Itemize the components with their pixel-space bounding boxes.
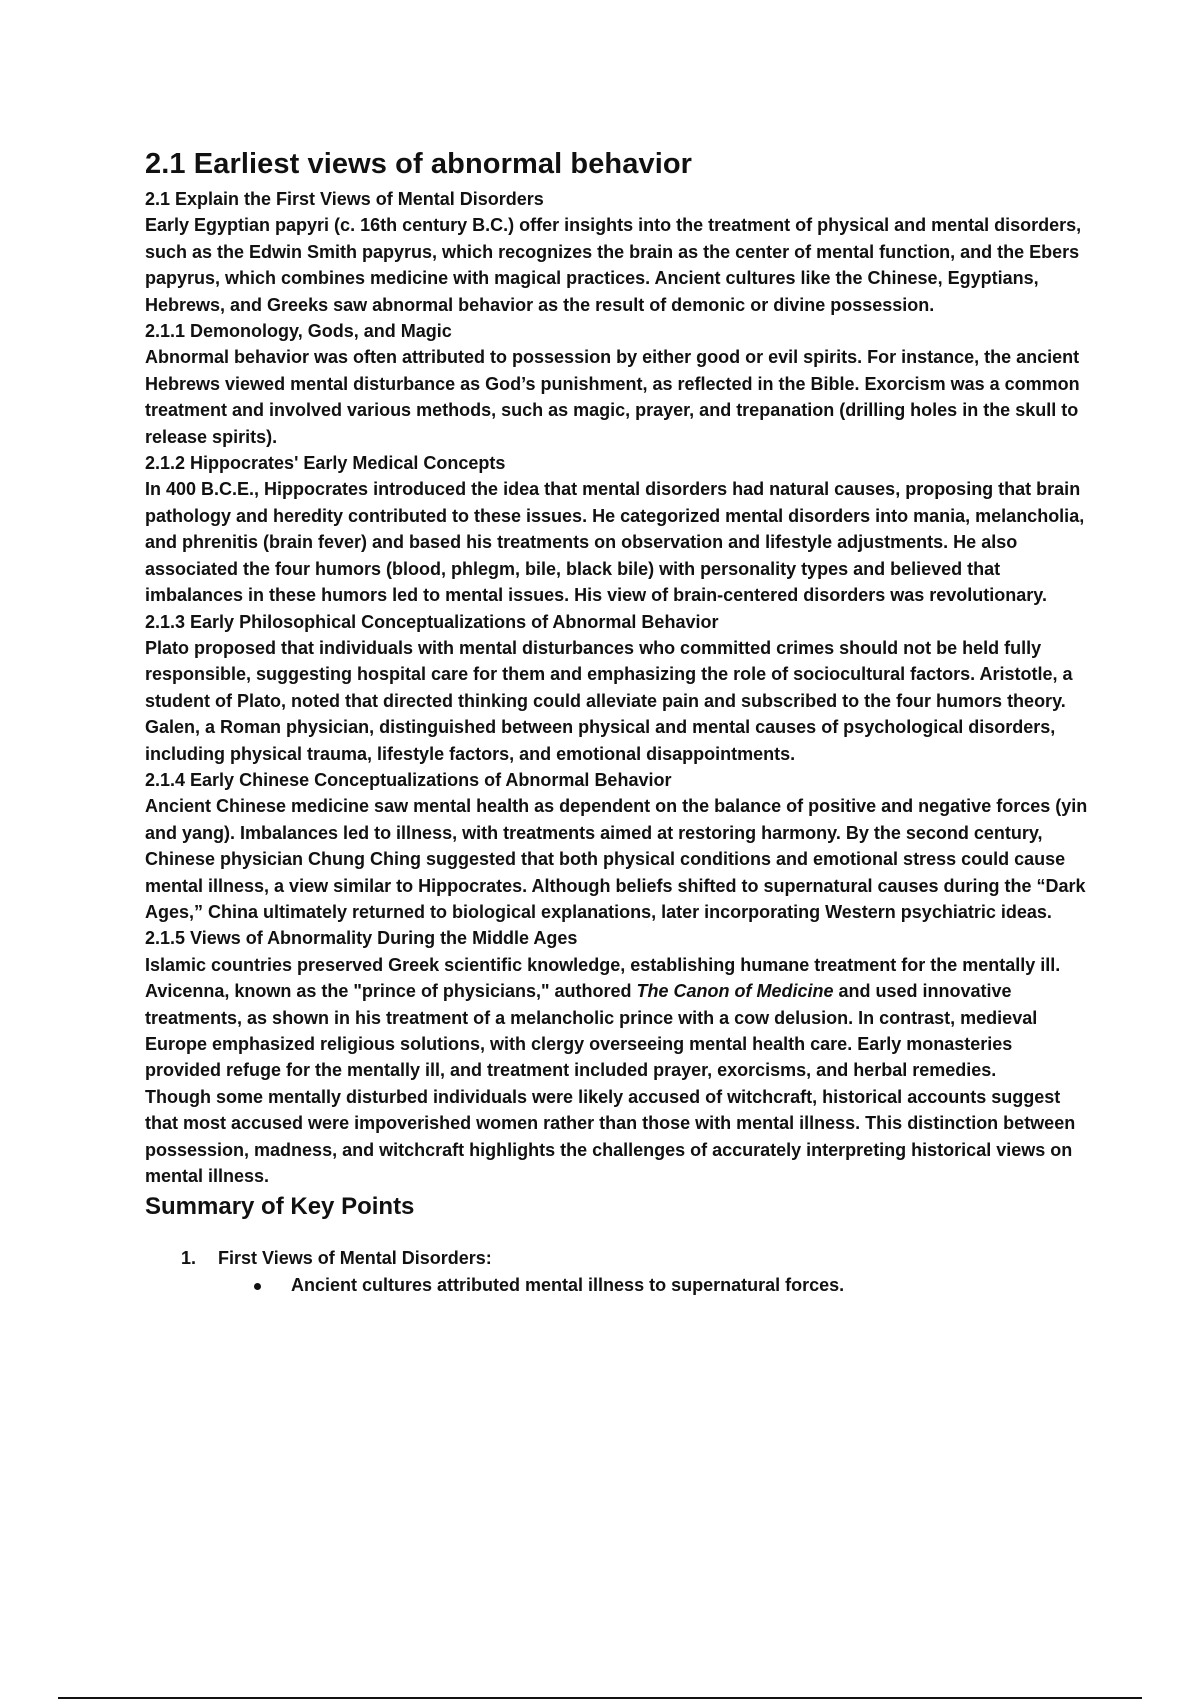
section-2-1-5 [145,925,1090,1189]
bullet-icon [254,1283,261,1290]
summary-title: Summary of Key Points [145,1193,415,1221]
section-heading: 2.1.3 Early Philosophical Conceptualizations of Abnormal Behavior [145,611,719,632]
page-bottom-rule [58,1697,1142,1699]
book-title: The Canon of Medicine [636,981,834,1002]
section-heading: 2.1.4 Early Chinese Conceptualizations of Abnormal Behavior [145,769,672,790]
bullet-text: Ancient cultures attributed mental illness to supernatural forces. [291,1274,845,1295]
summary-list-item [145,1245,1090,1298]
summary-list [145,1245,1090,1298]
section-paragraph: Though some mentally disturbed individuals were likely accused of witchcraft, historical accounts suggest that most accused were impoverished women rather than those with mental illness. This distinction between possession, madness, and witchcraft highlights the challenges of accurately interpreting historical views on mental illness. [145,1086,1076,1187]
section-paragraph: Early Egyptian papyri (c. 16th century B.C.) offer insights into the treatment of physical and mental disorders, such as the Edwin Smith papyrus, which recognizes the brain as the center of mental function, and the Ebers papyrus, which combines medicine with magical practices. Ancient cultures like the Chinese, Egyptians, Hebrews, and Greeks saw abnormal behavior as the result of demonic or divine possession. [145,215,1082,315]
summary-bullet-item [218,1272,1090,1298]
document-title: 2.1 Earliest views of abnormal behavior [145,148,693,180]
section-heading: 2.1.2 Hippocrates' Early Medical Concepts [145,453,506,474]
paragraph-text: Islamic countries preserved Greek scientific knowledge, establishing humane treatment for the mentally ill. Avicenna, known as the "prince of physicians," authored [145,954,1061,1002]
section-2-1-3 [145,609,1090,767]
section-paragraph: Plato proposed that individuals with mental disturbances who committed crimes should not be held fully responsible, suggesting hospital care for them and emphasizing the role of sociocultural factors. Aristotle, a student of Plato, noted that directed thinking could alleviate pain and subscribed to the four humors theory. Galen, a Roman physician, distinguished between physical and mental causes of psychological disorders, including physical trauma, lifestyle factors, and emotional disappointments. [145,637,1073,764]
paragraph-text: and used innovative treatments, as shown in his treatment of a melancholic prince with a cow delusion. In contrast, medieval Europe emphasized religious solutions, with clergy overseeing mental health care. Early monasteries provided refuge for the mentally ill, and treatment included prayer, exorcisms, and herbal remedies. [145,981,1038,1081]
section-2-1-4 [145,767,1090,925]
section-paragraph: In 400 B.C.E., Hippocrates introduced the idea that mental disorders had natural causes, proposing that brain pathology and heredity contributed to these issues. He categorized mental disorders into mania, melancholia, and phrenitis (brain fever) and based his treatments on observation and lifestyle adjustments. He also associated the four humors (blood, phlegm, bile, black bile) with personality types and believed that imbalances in these humors led to mental issues. His view of brain-centered disorders was revolutionary. [145,479,1085,606]
section-2-1 [145,186,1090,318]
list-number: 1. [181,1248,197,1269]
section-paragraph: Ancient Chinese medicine saw mental health as dependent on the balance of positive and negative forces (yin and yang). Imbalances led to illness, with treatments aimed at restoring harmony. By the second century, Chinese physician Chung Ching suggested that both physical conditions and emotional stress could cause mental illness, a view similar to Hippocrates. Although beliefs shifted to supernatural causes during the “Dark Ages,” China ultimately returned to biological explanations, later incorporating Western psychiatric ideas. [145,796,1088,922]
document-page [145,146,1090,1298]
section-heading: 2.1.5 Views of Abnormality During the Middle Ages [145,928,578,949]
section-2-1-2 [145,450,1090,608]
section-paragraph: Abnormal behavior was often attributed to possession by either good or evil spirits. For instance, the ancient Hebrews viewed mental disturbance as God’s punishment, as reflected in the Bible. Exorcism was a common treatment and involved various methods, such as magic, prayer, and trepanation (drilling holes in the skull to release spirits). [145,347,1080,447]
section-heading: 2.1 Explain the First Views of Mental Disorders [145,189,544,209]
section-heading: 2.1.1 Demonology, Gods, and Magic [145,321,452,342]
summary-item-label: First Views of Mental Disorders: [218,1248,492,1269]
summary-sub-list [218,1272,1090,1298]
section-2-1-1 [145,318,1090,450]
section-paragraph [145,952,1090,1084]
